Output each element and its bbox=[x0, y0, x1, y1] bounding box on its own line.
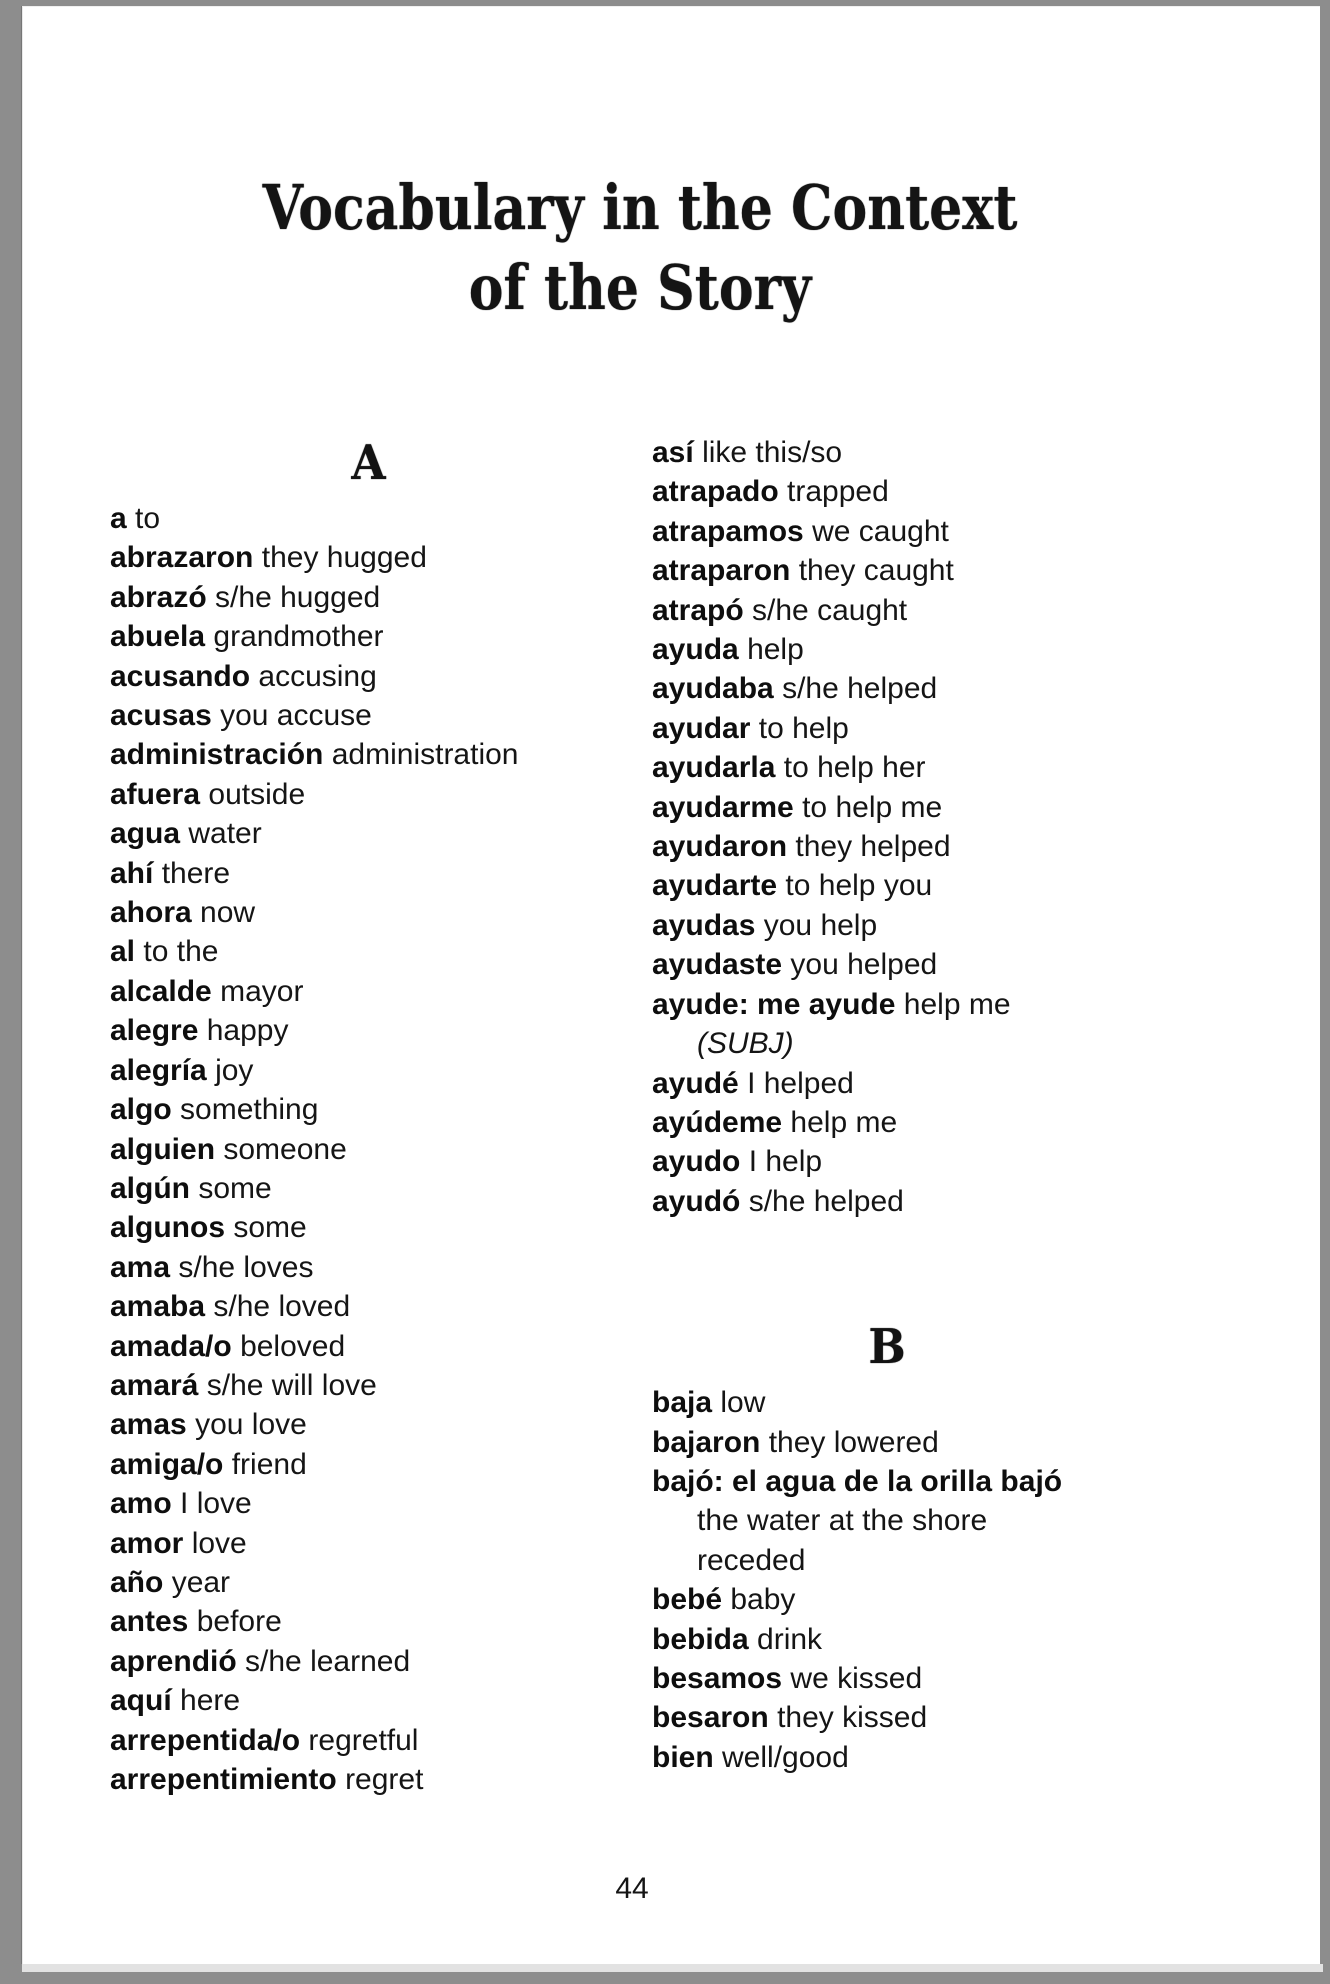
entry-definition: friend bbox=[231, 1447, 307, 1481]
vocab-entry bbox=[110, 1248, 627, 1287]
entry-definition: joy bbox=[215, 1053, 254, 1087]
entry-term: alcalde bbox=[110, 974, 212, 1008]
vocab-entry bbox=[652, 985, 1122, 1064]
entry-term: ayúdeme bbox=[652, 1105, 783, 1139]
entry-term: amaba bbox=[110, 1290, 206, 1324]
entry-term: ayudarme bbox=[652, 790, 794, 824]
entry-definition: you help bbox=[763, 908, 878, 942]
entry-definition: low bbox=[720, 1386, 766, 1420]
entry-definition: some bbox=[198, 1171, 272, 1205]
entry-definition: they helped bbox=[795, 830, 951, 864]
entry-term: abuela bbox=[110, 620, 206, 654]
entry-definition: to help bbox=[758, 711, 849, 745]
entry-term: ayudo bbox=[652, 1145, 741, 1179]
section-letter: B bbox=[868, 1319, 906, 1376]
entry-definition: well/good bbox=[722, 1740, 849, 1774]
entry-term: ayudarte bbox=[652, 869, 778, 903]
entry-term: administración bbox=[110, 738, 324, 772]
entry-definition: regret bbox=[345, 1763, 424, 1796]
vocab-entry bbox=[110, 1602, 627, 1641]
entry-definition: baby bbox=[730, 1583, 796, 1617]
entry-term: algunos bbox=[110, 1211, 226, 1245]
entry-definition: s/he hugged bbox=[215, 580, 381, 614]
entry-term: ayudarla bbox=[652, 751, 776, 785]
entry-definition: year bbox=[171, 1565, 231, 1599]
vocab-entry bbox=[110, 617, 627, 656]
section-letter: A bbox=[351, 435, 386, 491]
vocab-entry bbox=[110, 1287, 627, 1326]
entry-definition: help bbox=[747, 633, 804, 667]
entry-term: algún bbox=[110, 1171, 190, 1205]
entry-definition: happy bbox=[206, 1014, 289, 1048]
entry-term: baja bbox=[652, 1386, 713, 1420]
entry-definition: I love bbox=[180, 1487, 252, 1521]
entry-definition: they kissed bbox=[777, 1701, 928, 1735]
vocab-entry bbox=[110, 1681, 627, 1720]
entry-term: ayudé bbox=[652, 1066, 739, 1100]
vocab-entry bbox=[652, 512, 1122, 551]
entry-term: atraparon bbox=[652, 554, 791, 588]
entry-term: antes bbox=[110, 1605, 189, 1639]
entry-definition: someone bbox=[223, 1132, 347, 1166]
entry-definition: here bbox=[180, 1684, 241, 1718]
vocab-entry bbox=[110, 1524, 627, 1563]
section-gap bbox=[652, 1221, 1122, 1317]
entry-term: bebida bbox=[652, 1622, 749, 1656]
entry-term: aprendió bbox=[110, 1644, 237, 1678]
vocab-entry bbox=[652, 433, 1122, 472]
entry-definition: to help her bbox=[783, 751, 926, 785]
entry-term: atrapamos bbox=[652, 514, 804, 548]
vocab-entry bbox=[110, 1090, 627, 1129]
entry-term: ayudaron bbox=[652, 830, 788, 864]
entry-term: ayudaste bbox=[652, 948, 783, 982]
vocab-entry bbox=[652, 1182, 1122, 1221]
vocab-entry bbox=[652, 1738, 1122, 1777]
vocab-entry bbox=[110, 1445, 627, 1484]
entry-term: ayudaba bbox=[652, 672, 774, 706]
vocab-entry bbox=[652, 827, 1122, 866]
entry-definition: I helped bbox=[747, 1066, 854, 1100]
entry-term: a bbox=[110, 502, 127, 535]
entry-term: ama bbox=[110, 1250, 171, 1284]
entry-definition: to the bbox=[143, 935, 219, 969]
entry-definition: water bbox=[188, 817, 262, 851]
entry-term: alguien bbox=[110, 1132, 216, 1166]
entry-definition: s/he will love bbox=[206, 1368, 377, 1402]
entry-term: bebé bbox=[652, 1583, 723, 1617]
vocab-entry bbox=[110, 1760, 627, 1799]
entry-definition: administration bbox=[331, 738, 519, 772]
entry-definition: outside bbox=[208, 777, 306, 811]
vocab-entry bbox=[652, 551, 1122, 590]
entry-definition: some bbox=[233, 1211, 307, 1245]
entry-term: así bbox=[652, 436, 694, 469]
entry-term: ayude: me ayude bbox=[652, 987, 896, 1021]
entry-definition: love bbox=[191, 1526, 247, 1560]
entry-definition: s/he helped bbox=[782, 672, 938, 706]
entry-definition: you accuse bbox=[220, 699, 372, 733]
vocab-entry bbox=[110, 1405, 627, 1444]
vocab-entry bbox=[110, 1721, 627, 1760]
vocab-entry bbox=[652, 1142, 1122, 1181]
entry-definition: you love bbox=[195, 1408, 307, 1442]
entry-definition: to help me bbox=[802, 790, 943, 824]
vocab-entry bbox=[110, 893, 627, 932]
entry-term: abrazaron bbox=[110, 541, 254, 575]
vocab-entry bbox=[652, 1620, 1122, 1659]
entry-definition: s/he caught bbox=[752, 593, 908, 627]
vocab-entry bbox=[110, 972, 627, 1011]
entry-term: acusas bbox=[110, 699, 212, 733]
entry-term: al bbox=[110, 935, 136, 969]
entry-term: ahí bbox=[110, 856, 154, 890]
entry-term: arrepentimiento bbox=[110, 1763, 337, 1796]
entry-definition: s/he helped bbox=[748, 1184, 904, 1218]
entry-definition: we kissed bbox=[790, 1661, 923, 1695]
entry-term: besaron bbox=[652, 1701, 769, 1735]
vocab-entry bbox=[110, 696, 627, 735]
entry-term: bien bbox=[652, 1740, 714, 1774]
entry-term: bajó: el agua de la orilla bajó bbox=[652, 1464, 1063, 1498]
vocab-entry bbox=[110, 1642, 627, 1681]
page-title-line2: of the Story bbox=[468, 251, 812, 324]
vocab-entry bbox=[110, 854, 627, 893]
continuation-line: the water at the shore bbox=[697, 1504, 988, 1538]
entry-term: amor bbox=[110, 1526, 184, 1560]
continuation-line: receded bbox=[697, 1543, 806, 1577]
entry-term: algo bbox=[110, 1093, 172, 1127]
entry-term: amas bbox=[110, 1408, 187, 1442]
entry-term: alegría bbox=[110, 1053, 207, 1087]
entry-definition: regretful bbox=[308, 1723, 419, 1757]
entry-term: ahora bbox=[110, 896, 192, 930]
entry-term: año bbox=[110, 1565, 164, 1599]
entry-definition: trapped bbox=[787, 475, 889, 509]
vocab-entry bbox=[110, 499, 627, 538]
vocab-entry bbox=[652, 945, 1122, 984]
entry-term: acusando bbox=[110, 659, 251, 693]
entry-term: agua bbox=[110, 817, 181, 851]
entry-term: ayudó bbox=[652, 1184, 741, 1218]
entry-term: amada/o bbox=[110, 1329, 232, 1363]
page-number: 44 bbox=[615, 1872, 649, 1905]
entry-term: amiga/o bbox=[110, 1447, 224, 1481]
vocab-entry bbox=[110, 578, 627, 617]
entry-definition: beloved bbox=[240, 1329, 346, 1363]
entry-definition: accusing bbox=[258, 659, 377, 693]
entry-term: ayuda bbox=[652, 633, 739, 667]
page-title bbox=[102, 168, 1177, 328]
vocab-entry bbox=[652, 1064, 1122, 1103]
vocab-entry bbox=[652, 1580, 1122, 1619]
vocab-entry bbox=[110, 932, 627, 971]
vocab-entry bbox=[110, 1130, 627, 1169]
vocab-entry bbox=[652, 591, 1122, 630]
entry-definition: like this/so bbox=[702, 436, 843, 469]
vocab-entry bbox=[110, 1169, 627, 1208]
entry-term: atrapado bbox=[652, 475, 779, 509]
vocab-entry bbox=[110, 775, 627, 814]
entry-definition: you helped bbox=[790, 948, 938, 982]
entry-term: besamos bbox=[652, 1661, 783, 1695]
entry-term: amo bbox=[110, 1487, 172, 1521]
entry-definition: there bbox=[161, 856, 231, 890]
vocab-entry bbox=[652, 1698, 1122, 1737]
vocab-entry bbox=[652, 866, 1122, 905]
entry-definition: I help bbox=[748, 1145, 823, 1179]
vocab-entry bbox=[110, 1051, 627, 1090]
vocab-entry bbox=[652, 906, 1122, 945]
entry-term: aquí bbox=[110, 1684, 172, 1718]
vocab-entry bbox=[652, 1462, 1122, 1580]
vocab-entry bbox=[110, 1327, 627, 1366]
vocab-entry bbox=[652, 472, 1122, 511]
page-title-line1: Vocabulary in the Context bbox=[262, 171, 1018, 244]
entry-definition: to help you bbox=[785, 869, 933, 903]
vocab-entry bbox=[110, 1208, 627, 1247]
vocab-entry bbox=[652, 709, 1122, 748]
entry-definition: drink bbox=[757, 1622, 823, 1656]
entry-definition: s/he loves bbox=[178, 1250, 314, 1284]
entry-definition: before bbox=[196, 1605, 282, 1639]
vocab-entry bbox=[110, 1366, 627, 1405]
vocab-entry bbox=[110, 1484, 627, 1523]
continuation-line: (SUBJ) bbox=[697, 1027, 794, 1061]
entry-term: atrapó bbox=[652, 593, 744, 627]
vocab-entry bbox=[652, 1659, 1122, 1698]
column-left bbox=[110, 433, 627, 1799]
entry-definition: now bbox=[200, 896, 256, 930]
vocab-entry bbox=[652, 788, 1122, 827]
vocab-entry bbox=[652, 1423, 1122, 1462]
entry-definition: s/he loved bbox=[213, 1290, 351, 1324]
vocab-entry bbox=[652, 748, 1122, 787]
entry-definition: something bbox=[180, 1093, 319, 1127]
vocab-entry bbox=[652, 669, 1122, 708]
entry-term: ayudar bbox=[652, 711, 751, 745]
vocab-entry bbox=[110, 1011, 627, 1050]
vocab-entry bbox=[110, 735, 627, 774]
entry-term: arrepentida/o bbox=[110, 1723, 301, 1757]
entry-term: abrazó bbox=[110, 580, 207, 614]
vocab-entry bbox=[110, 538, 627, 577]
vocab-entry bbox=[652, 1103, 1122, 1142]
entry-definition: they caught bbox=[798, 554, 954, 588]
column-right bbox=[652, 433, 1122, 1777]
entry-definition: they hugged bbox=[261, 541, 427, 575]
entry-definition: we caught bbox=[812, 514, 949, 548]
vocab-entry bbox=[652, 1383, 1122, 1422]
vocab-entry bbox=[110, 657, 627, 696]
vocab-entry bbox=[652, 630, 1122, 669]
vocab-entry bbox=[110, 814, 627, 853]
entry-definition: grandmother bbox=[213, 620, 384, 654]
vocab-entry bbox=[110, 1563, 627, 1602]
entry-term: amará bbox=[110, 1368, 199, 1402]
entry-term: ayudas bbox=[652, 908, 756, 942]
entry-term: bajaron bbox=[652, 1425, 761, 1459]
entry-term: alegre bbox=[110, 1014, 199, 1048]
entry-definition: mayor bbox=[220, 974, 304, 1008]
entry-definition: help me bbox=[903, 987, 1011, 1021]
entry-definition: they lowered bbox=[768, 1425, 939, 1459]
entry-definition: s/he learned bbox=[245, 1644, 411, 1678]
entry-term: afuera bbox=[110, 777, 201, 811]
entry-definition: to bbox=[135, 502, 161, 535]
entry-definition: help me bbox=[790, 1105, 898, 1139]
